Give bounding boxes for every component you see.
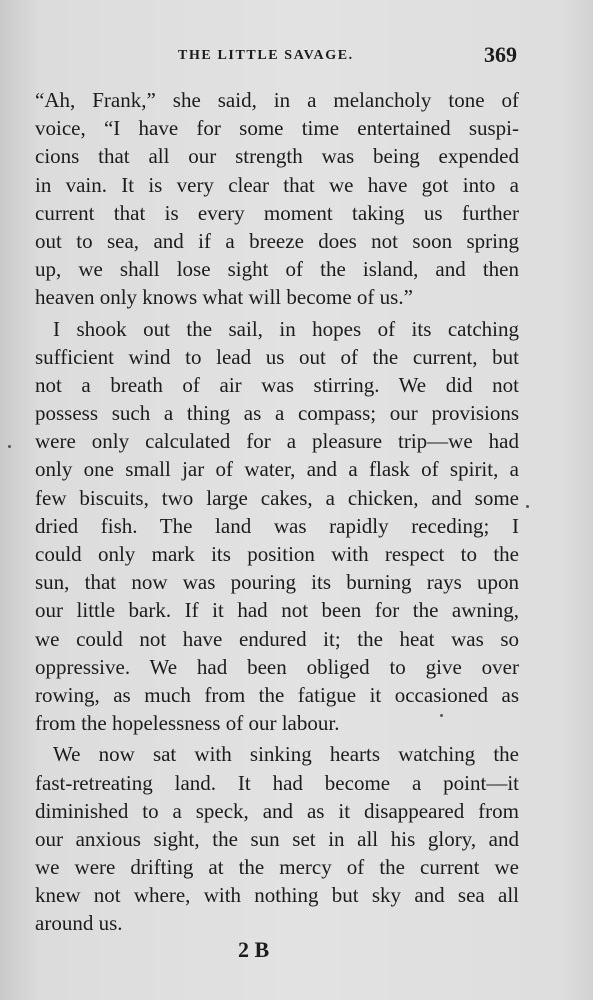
running-head	[0, 42, 593, 72]
text-line: knew not where, with nothing but sky and sea all	[35, 883, 519, 908]
text-line: cions that all our strength was being expended	[35, 144, 519, 169]
text-line: our little bark. If it had not been for the awning,	[35, 598, 519, 623]
text-line: oppressive. We had been obliged to give over	[35, 654, 519, 679]
text-line: out to sea, and if a breeze does not soon spring	[35, 228, 519, 253]
text-line: sufficient wind to lead us out of the current, but	[35, 344, 519, 369]
text-line: We now sat with sinking hearts watching the	[53, 742, 519, 767]
running-title: THE LITTLE SAVAGE.	[178, 48, 354, 63]
text-line: I shook out the sail, in hopes of its catching	[53, 316, 519, 341]
text-line: rowing, as much from the fatigue it occasioned as	[35, 682, 519, 707]
text-line: current that is every moment taking us further	[35, 200, 519, 225]
text-line: up, we shall lose sight of the island, and then	[35, 257, 519, 282]
ink-speck	[8, 445, 11, 448]
ink-speck	[440, 714, 443, 717]
text-line: diminished to a speck, and as it disappeared from	[35, 798, 519, 823]
text-line: fast-retreating land. It had become a point—it	[35, 770, 519, 795]
text-line: dried fish. The land was rapidly receding; I	[35, 513, 519, 538]
signature-mark: 2 B	[238, 937, 270, 962]
text-line: around us.	[35, 911, 123, 936]
text-line: were only calculated for a pleasure trip—we had	[35, 429, 519, 454]
paragraph	[35, 740, 519, 937]
body-text	[35, 86, 519, 938]
paragraph	[35, 86, 519, 312]
text-line: heaven only knows what will become of us.”	[35, 285, 413, 310]
text-line: only one small jar of water, and a flask of spirit, a	[35, 457, 519, 482]
text-line: from the hopelessness of our labour.	[35, 711, 340, 736]
text-line: not a breath of air was stirring. We did not	[35, 372, 519, 397]
text-line: “Ah, Frank,” she said, in a melancholy tone of	[35, 88, 519, 112]
text-line: could only mark its position with respect to the	[35, 542, 519, 566]
text-line: we were drifting at the mercy of the current we	[35, 855, 519, 880]
paragraph	[35, 315, 519, 738]
text-line: possess such a thing as a compass; our provisions	[35, 401, 519, 426]
text-line: we could not have endured it; the heat was so	[35, 626, 519, 651]
text-line: voice, “I have for some time entertained suspi-	[35, 116, 519, 141]
ink-speck	[526, 505, 529, 508]
page-number: 369	[484, 42, 517, 67]
text-line: sun, that now was pouring its burning rays upon	[35, 570, 519, 595]
text-line: our anxious sight, the sun set in all his glory, and	[35, 826, 519, 851]
text-line: in vain. It is very clear that we have got into a	[35, 172, 519, 197]
text-line: few biscuits, two large cakes, a chicken, and some	[35, 485, 519, 510]
